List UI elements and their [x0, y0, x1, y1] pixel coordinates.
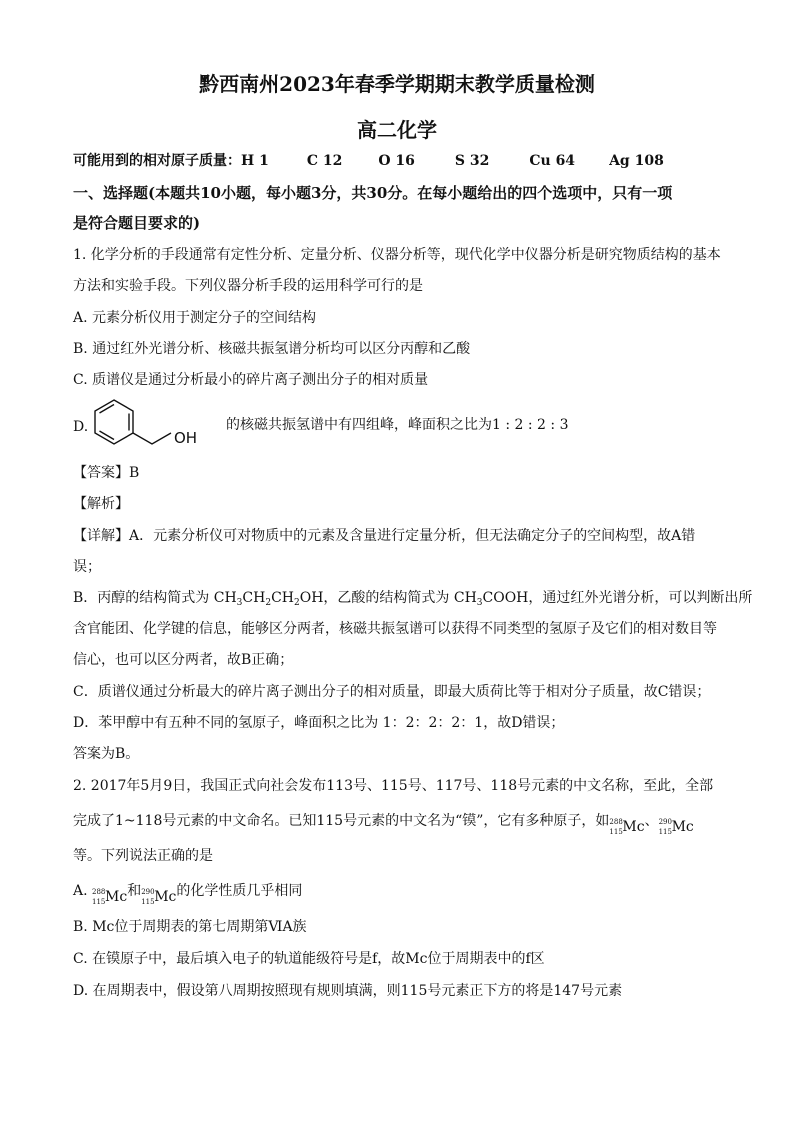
page-title: 黔西南州2023年春季学期期末教学质量检测 — [199, 72, 595, 96]
section-heading: 一、选择题(本题共10小题，每小题3分，共30分。在每小题给出的四个选项中，只有一项 — [73, 184, 673, 202]
q1-conclusion: 答案为B。 — [73, 746, 140, 762]
q2-option-d: D. 在周期表中，假设第八周期按照现有规则填满，则115号元素正下方的将是147号元素 — [73, 983, 623, 999]
q1-option-d: 的核磁共振氢谱中有四组峰，峰面积之比为1 : 2 : 2 : 3 — [226, 417, 569, 433]
page-subtitle: 高二化学 — [357, 118, 437, 142]
q2-stem-cont2: 等。下列说法正确的是 — [73, 848, 213, 864]
q2-stem-cont: 完成了1~118号元素的中文命名。已知115号元素的中文名为“镆”，它有多种原子，如 288 115 Mc、 290 115 Mc — [73, 812, 694, 840]
q1-detail-b-cont2: 信心，也可以区分两者，故B正确； — [73, 652, 294, 668]
q1-detail-b-cont: 含官能团、化学键的信息，能够区分两者，核磁共振氢谱可以获得不同类型的氢原子及它们的相对数目等 — [73, 621, 717, 637]
mass-c: C 12 — [306, 153, 343, 169]
oh-label: OH — [174, 429, 198, 447]
isotope-mc-290: 290 115 Mc — [658, 818, 694, 836]
atomic-masses-label: 可能用到的相对原子质量： — [73, 153, 241, 169]
q1-analysis: 【解析】 — [73, 496, 129, 512]
q1-detail-b: B．丙醇的结构简式为 $CH_3CH_2CH_2OH$，乙酸的结构简式为 $CH_3COOH$，通过红外光谱分析，可以判断出所 — [73, 590, 753, 608]
mass-h: H 1 — [241, 153, 269, 169]
q1-stem: 1. 化学分析的手段通常有定性分析、定量分析、仪器分析等，现代化学中仪器分析是研究物质结构的基本 — [73, 247, 721, 263]
atomic-masses — [73, 152, 664, 170]
benzyl-alcohol-structure — [94, 398, 214, 454]
isotope-mc-288: 288 115 Mc — [92, 888, 128, 906]
q2-stem: 2. 2017年5月9日，我国正式向社会发布113号、115号、117号、118号元素的中文名称，至此，全部 — [73, 778, 714, 794]
q1-option-b: B. 通过红外光谱分析、核磁共振氢谱分析均可以区分丙醇和乙酸 — [73, 341, 471, 357]
q1-detail-a-cont: 误； — [73, 559, 101, 575]
q1-answer: 【答案】B — [73, 465, 140, 481]
section-heading-cont: 是符合题目要求的) — [73, 214, 201, 232]
q1-detail-c: C．质谱仪通过分析最大的碎片离子测出分子的相对质量，即最大质荷比等于相对分子质量，故C错误； — [73, 684, 711, 700]
isotope-mc-290: 290 115 Mc — [141, 888, 177, 906]
ring-double-bond — [100, 405, 115, 414]
q1-option-d-label: D. — [73, 419, 89, 435]
isotope-mc-288: 288 115 Mc — [609, 818, 645, 836]
ring-double-bond — [100, 431, 115, 440]
mass-ag: Ag 108 — [609, 153, 664, 169]
q2-option-c: C. 在镆原子中，最后填入电子的轨道能级符号是f，故Mc位于周期表中的f区 — [73, 951, 545, 967]
q1-detail-a: 【详解】A．元素分析仪可对物质中的元素及含量进行定量分析，但无法确定分子的空间构型，故A错 — [73, 528, 696, 544]
mass-s: S 32 — [454, 153, 490, 169]
q1-option-a: A. 元素分析仪用于测定分子的空间结构 — [73, 310, 317, 326]
q1-stem-cont: 方法和实验手段。下列仪器分析手段的运用科学可行的是 — [73, 278, 423, 294]
q2-option-a: A. 288 115 Mc和 290 115 Mc的化学性质几乎相同 — [73, 882, 302, 910]
mass-cu: Cu 64 — [529, 153, 576, 169]
benzene-ring — [95, 400, 133, 444]
ch2-bond — [133, 433, 171, 444]
q1-option-c: C. 质谱仪是通过分析最小的碎片离子测出分子的相对质量 — [73, 372, 429, 388]
mass-o: O 16 — [378, 153, 415, 169]
q1-detail-d: D．苯甲醇中有五种不同的氢原子，峰面积之比为 1：2：2：2：1，故D错误； — [73, 715, 565, 731]
q2-option-b: B. Mc位于周期表的第七周期第ⅥA族 — [73, 919, 307, 935]
